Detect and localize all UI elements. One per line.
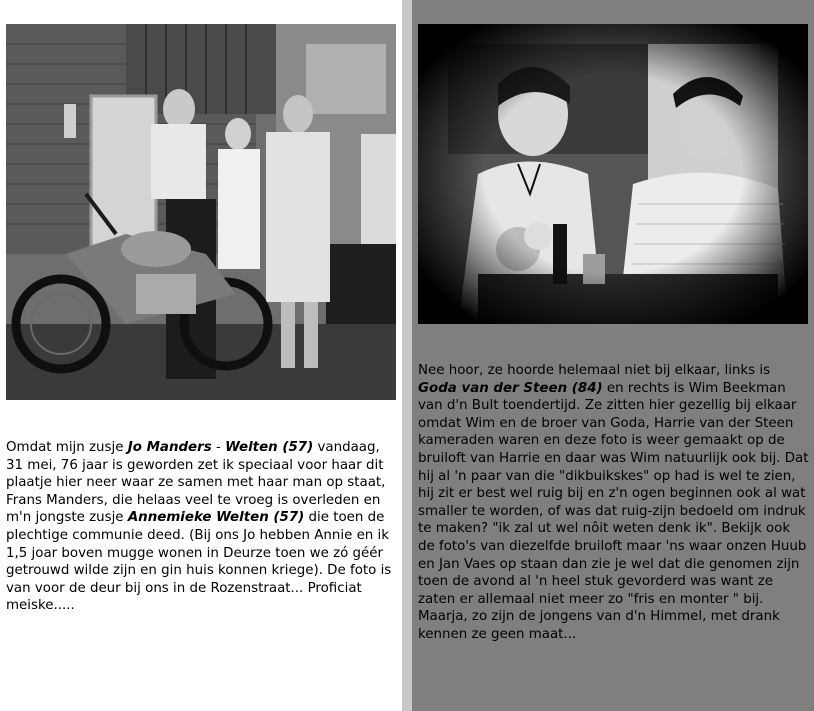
person-name-jo: Jo Manders xyxy=(127,440,212,455)
person-name-annemieke: Annemieke Welten (57) xyxy=(127,510,305,526)
photo-wedding-couple xyxy=(418,24,808,324)
caption-text: - xyxy=(211,440,226,455)
caption-text: en rechts is Wim Beekman van d'n Bult toendertijd. Ze zitten hier gezellig bij elkaar omdat Wim en de broer van Goda, Harrie van der Steen kameraden waren en deze foto is weer gemaakt op de bruiloft van Harrie en daar was Wim natuurlijk ook bij. Dat hij al 'n paar van die "dikbuikskes" op had is wel te zien, hij zit er best wel ruig bij en z'n ogen beginnen ook al wat smaller te worden, of was dat ruig-zijn bedoeld om indruk te maken? "ik zal ut wel nôit weten denk ik". Bekijk ook de foto's van diezelfde bruiloft maar 'ns waar onzen Huub en Jan Vaes op staan dan zie je wel dat die genomen zijn toen de avond al 'n heel stuk gevorderd was want ze zaten er allemaal niet meer zo "fris en monter " bij. Maarja, zo zijn de jongens van d'n Himmel, met drank kennen ze geen maat... xyxy=(418,380,809,642)
caption-right xyxy=(418,362,810,644)
caption-text: Omdat mijn zusje xyxy=(6,440,128,455)
person-name-goda: Goda van der Steen (84) xyxy=(418,380,603,396)
caption-text: vandaag, 31 mei, 76 jaar is geworden zet ik speciaal voor haar dit plaatje hier neer waar ze samen met haar man op staat, Frans Manders, die helaas veel te vroeg is overleden en m'n jongste zusje xyxy=(6,440,386,526)
caption-left xyxy=(6,439,398,615)
person-name-welten: Welten (57) xyxy=(225,440,314,455)
photo-motorcycle-family xyxy=(6,24,396,400)
caption-text: Nee hoor, ze hoorde helemaal niet bij elkaar, links is xyxy=(418,363,771,378)
caption-text: die toen de plechtige communie deed. (Bij ons Jo hebben Annie en ik 1,5 joar boven mugge wonen in Deurze toen we zó géér getrouwd wilde zijn en gin huis konnen kriege). De foto is van voor de deur bij ons in de Rozenstraat... Proficiat meiske..... xyxy=(6,510,392,614)
panel-divider xyxy=(402,0,412,711)
